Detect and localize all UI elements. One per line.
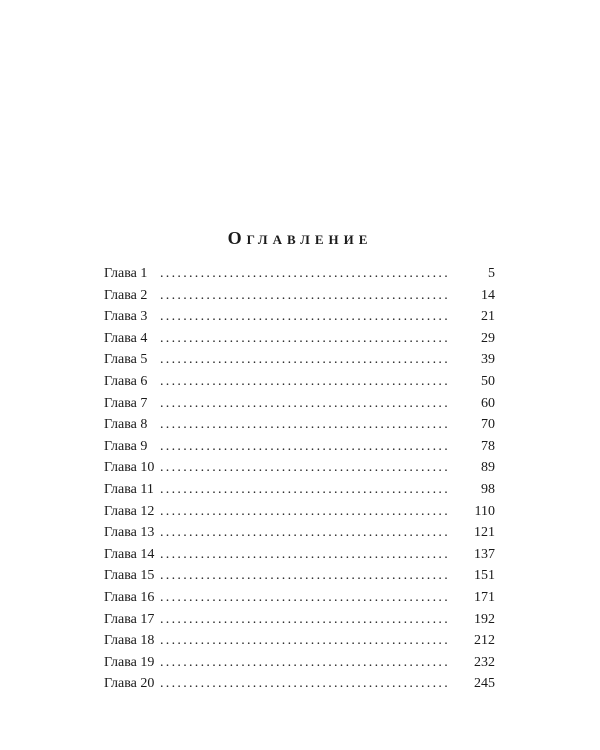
toc-page-number: 50: [481, 373, 495, 389]
toc-dot-leader: [160, 306, 449, 328]
toc-page-number: 232: [474, 654, 495, 670]
toc-entry-chapter-7: [104, 393, 495, 415]
toc-entry-chapter-1: [104, 263, 495, 285]
toc-page-number: 192: [474, 611, 495, 627]
toc-chapter-label: Глава 15: [104, 568, 155, 584]
toc-dot-leader: [160, 349, 449, 371]
toc-entry-chapter-11: [104, 479, 495, 501]
toc-chapter-label: Глава 12: [104, 503, 155, 519]
toc-chapter-label: Глава 14: [104, 546, 155, 562]
toc-entry-chapter-18: [104, 630, 495, 652]
toc-dot-leader: [160, 587, 449, 609]
toc-page-number: 5: [488, 266, 495, 281]
toc-chapter-label: Глава 4: [104, 330, 148, 346]
table-of-contents: [104, 263, 495, 695]
toc-chapter-label: Глава 1: [104, 266, 148, 281]
toc-dot-leader: [160, 609, 449, 631]
toc-chapter-label: Глава 6: [104, 373, 148, 389]
toc-page-number: 70: [481, 417, 495, 433]
toc-entry-chapter-9: [104, 436, 495, 458]
toc-dot-leader: [160, 393, 449, 415]
toc-chapter-label: Глава 8: [104, 417, 148, 433]
toc-entry-chapter-10: [104, 457, 495, 479]
toc-dot-leader: [160, 328, 449, 350]
page-title: Оглавление: [227, 228, 373, 248]
toc-chapter-label: Глава 3: [104, 309, 148, 325]
toc-dot-leader: [160, 436, 449, 458]
toc-page-number: 60: [481, 395, 495, 411]
toc-dot-leader: [160, 565, 449, 587]
toc-entry-chapter-14: [104, 544, 495, 566]
toc-entry-chapter-8: [104, 414, 495, 436]
toc-page-number: 14: [481, 287, 495, 303]
toc-entry-chapter-2: [104, 285, 495, 307]
toc-dot-leader: [160, 285, 449, 307]
toc-dot-leader: [160, 630, 449, 652]
toc-dot-leader: [160, 371, 449, 393]
toc-page-number: 171: [474, 589, 495, 605]
toc-page-number: 39: [481, 352, 495, 368]
toc-page-number: 121: [474, 525, 495, 541]
toc-dot-leader: [160, 652, 449, 674]
toc-chapter-label: Глава 13: [104, 525, 155, 541]
toc-dot-leader: [160, 479, 449, 501]
toc-page-number: 21: [481, 309, 495, 325]
toc-chapter-label: Глава 18: [104, 633, 155, 649]
toc-chapter-label: Глава 10: [104, 460, 155, 476]
toc-entry-chapter-5: [104, 349, 495, 371]
toc-entry-chapter-12: [104, 501, 495, 523]
toc-dot-leader: [160, 263, 449, 285]
toc-chapter-label: Глава 20: [104, 676, 155, 692]
toc-page-number: 89: [481, 460, 495, 476]
toc-dot-leader: [160, 457, 449, 479]
toc-entry-chapter-20: [104, 673, 495, 695]
toc-dot-leader: [160, 522, 449, 544]
toc-entry-chapter-15: [104, 565, 495, 587]
toc-page-number: 78: [481, 438, 495, 454]
toc-entry-chapter-17: [104, 609, 495, 631]
toc-chapter-label: Глава 2: [104, 287, 148, 303]
toc-page-number: 110: [474, 503, 495, 519]
toc-dot-leader: [160, 501, 449, 523]
toc-entry-chapter-3: [104, 306, 495, 328]
toc-chapter-label: Глава 7: [104, 395, 148, 411]
toc-entry-chapter-13: [104, 522, 495, 544]
toc-chapter-label: Глава 17: [104, 611, 155, 627]
toc-chapter-label: Глава 5: [104, 352, 148, 368]
toc-chapter-label: Глава 11: [104, 481, 154, 497]
toc-entry-chapter-4: [104, 328, 495, 350]
toc-entry-chapter-6: [104, 371, 495, 393]
toc-page-number: 29: [481, 330, 495, 346]
toc-page-number: 245: [474, 676, 495, 692]
toc-page-number: 137: [474, 546, 495, 562]
toc-chapter-label: Глава 9: [104, 438, 148, 454]
toc-chapter-label: Глава 16: [104, 589, 155, 605]
toc-entry-chapter-19: [104, 652, 495, 674]
toc-page-number: 151: [474, 568, 495, 584]
toc-page-number: 98: [481, 481, 495, 497]
toc-dot-leader: [160, 673, 449, 695]
toc-dot-leader: [160, 414, 449, 436]
toc-entry-chapter-16: [104, 587, 495, 609]
toc-dot-leader: [160, 544, 449, 566]
toc-page-number: 212: [474, 633, 495, 649]
toc-chapter-label: Глава 19: [104, 654, 155, 670]
